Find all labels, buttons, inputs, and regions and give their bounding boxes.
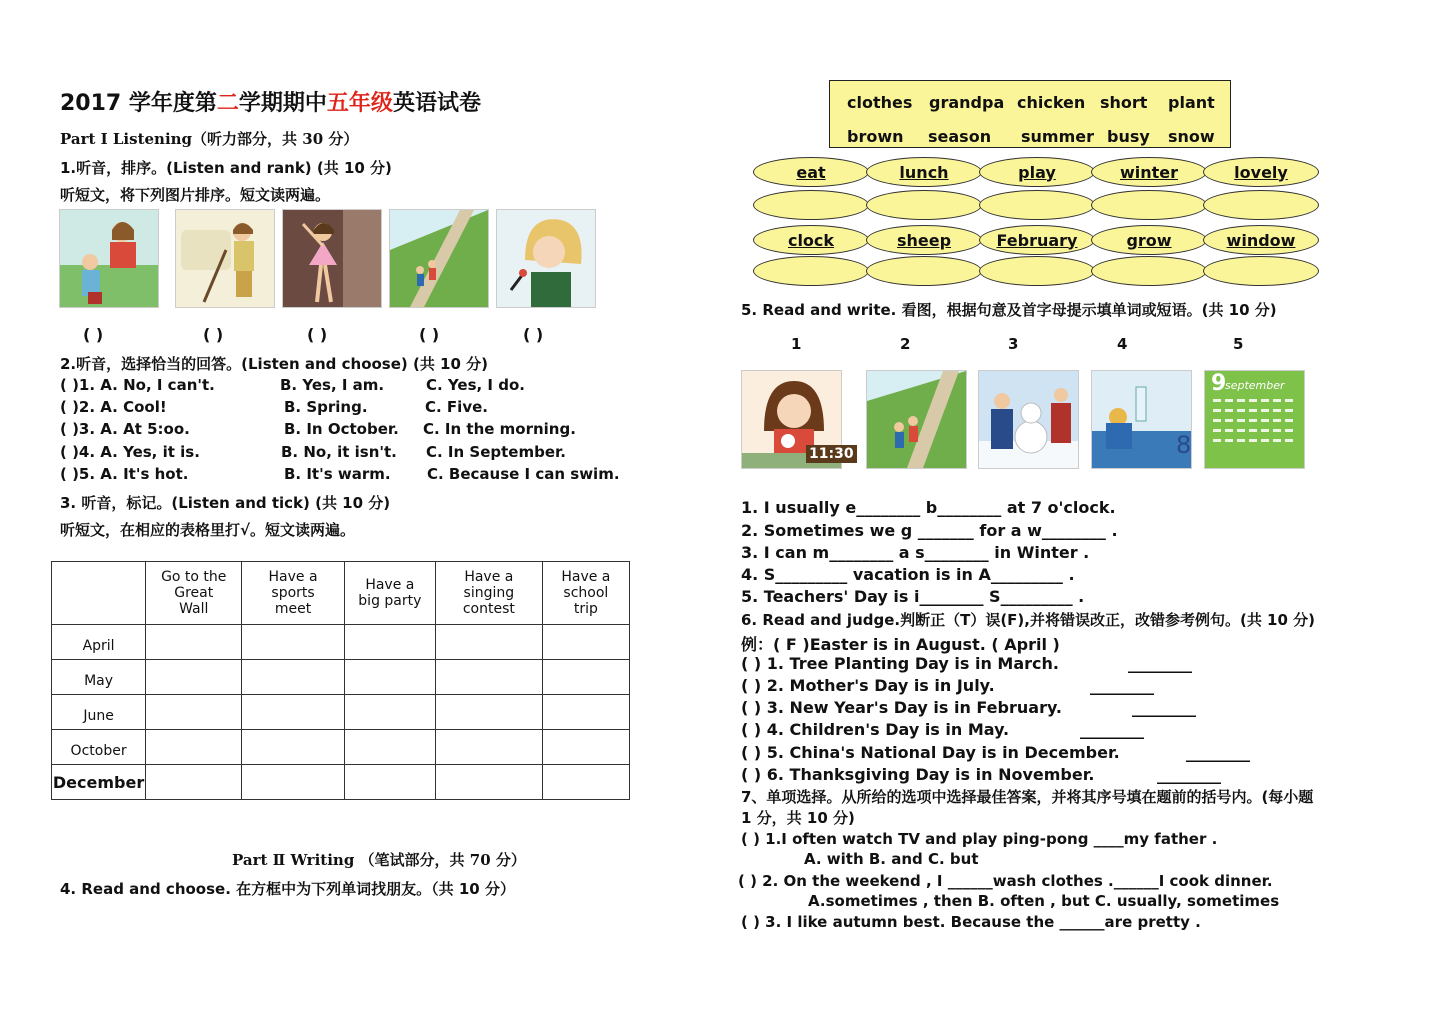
q6-correction-blank[interactable]: ________ — [1157, 765, 1221, 784]
tick-cell[interactable] — [542, 765, 629, 800]
table-row — [52, 660, 630, 695]
answer-oval[interactable] — [1091, 190, 1207, 220]
q1-subheading: 听短文，将下列图片排序。短文读两遍。 — [60, 186, 331, 204]
q5-picture-number: 5 — [1233, 335, 1244, 353]
q6-correction-blank[interactable]: ________ — [1090, 676, 1154, 695]
table-row-label: October — [52, 730, 146, 765]
picture-climbing-stairs — [389, 209, 489, 308]
answer-oval[interactable] — [753, 256, 869, 286]
q2-heading: 2.听音，选择恰当的回答。(Listen and choose) (共 10 分) — [60, 355, 489, 373]
picture-girl-dancing — [282, 209, 382, 308]
tick-cell[interactable] — [542, 695, 629, 730]
title-part: 2017 学年度第 — [60, 91, 217, 116]
word-box — [829, 80, 1231, 148]
q2-item-2-option-b: B. Spring. — [284, 398, 368, 416]
title-part: 学期期中 — [238, 91, 327, 116]
word-box-word: clothes — [847, 93, 913, 112]
page-title — [60, 86, 481, 117]
q2-item-2-stem: ( )2. A. Cool! — [60, 398, 167, 416]
tick-cell[interactable] — [242, 660, 344, 695]
tick-cell[interactable] — [435, 730, 542, 765]
q5-picture-number: 4 — [1117, 335, 1128, 353]
q2-item-1-option-c: C. Yes, I do. — [426, 376, 525, 394]
q7-question: ( ) 1.I often watch TV and play ping-pong ____my father . — [741, 830, 1218, 848]
title-part: 英语试卷 — [392, 91, 481, 116]
tick-cell[interactable] — [242, 765, 344, 800]
table-header: Have a school trip — [542, 562, 629, 625]
tick-cell[interactable] — [146, 625, 242, 660]
word-box-word: summer — [1021, 127, 1094, 146]
q1-answer-bracket[interactable]: ( ) — [523, 325, 544, 344]
picture-girl-eating — [741, 370, 854, 469]
q2-item-1-option-b: B. Yes, I am. — [280, 376, 385, 394]
clock-display: 11:30 — [806, 445, 857, 463]
table-row-label: June — [52, 695, 146, 730]
word-oval: play — [979, 157, 1095, 187]
tick-cell[interactable] — [146, 765, 242, 800]
q2-item-5-option-c: C. Because I can swim. — [427, 465, 620, 483]
tick-cell[interactable] — [344, 695, 435, 730]
word-oval: winter — [1091, 157, 1207, 187]
q2-item-2-option-c: C. Five. — [425, 398, 488, 416]
tick-cell[interactable] — [146, 660, 242, 695]
table-row-label: December — [52, 765, 146, 800]
table-header: Go to the Great Wall — [146, 562, 242, 625]
picture-girl-singing — [496, 209, 596, 308]
q7-heading: 7、单项选择。从所给的选项中选择最佳答案，并将其序号填在题前的括号内。(每小题 — [741, 788, 1314, 806]
q3-heading: 3. 听音，标记。(Listen and tick) (共 10 分) — [60, 494, 391, 512]
table-row — [52, 765, 630, 800]
q2-item-3-option-b: B. In October. — [284, 420, 399, 438]
q2-item-3-stem: ( )3. A. At 5:oo. — [60, 420, 190, 438]
word-oval: February — [979, 225, 1095, 255]
picture-girl-shopping — [59, 209, 159, 308]
q6-correction-blank[interactable]: ________ — [1128, 654, 1192, 673]
tick-cell[interactable] — [146, 695, 242, 730]
calendar-month-name: september — [1225, 379, 1285, 392]
tick-cell[interactable] — [542, 625, 629, 660]
q5-heading: 5. Read and write. 看图，根据句意及首字母提示填单词或短语。(共 10 分) — [741, 301, 1277, 319]
q6-correction-blank[interactable]: ________ — [1080, 720, 1144, 739]
table-row-label: April — [52, 625, 146, 660]
q1-answer-bracket[interactable]: ( ) — [419, 325, 440, 344]
tick-cell[interactable] — [146, 730, 242, 765]
tick-cell[interactable] — [344, 660, 435, 695]
q5-sentence: 2. Sometimes we g _______ for a w________ . — [741, 521, 1118, 540]
table-row — [52, 695, 630, 730]
q1-answer-bracket[interactable]: ( ) — [83, 325, 104, 344]
q2-item-4-stem: ( )4. A. Yes, it is. — [60, 443, 200, 461]
tick-cell[interactable] — [242, 625, 344, 660]
q6-item: ( ) 4. Children's Day is in May. — [741, 720, 1010, 739]
q7-question: ( ) 3. I like autumn best. Because the ______are pretty . — [741, 913, 1201, 931]
q7-options: A.sometimes , then B. often , but C. usually, sometimes — [808, 892, 1280, 910]
tick-table — [51, 561, 630, 800]
q5-sentence: 5. Teachers' Day is i________ S_________ . — [741, 587, 1085, 606]
part1-heading: Part Ⅰ Listening（听力部分，共 30 分） — [60, 130, 359, 148]
table-header: Have a sports meet — [242, 562, 344, 625]
q3-subheading: 听短文，在相应的表格里打√。短文读两遍。 — [60, 521, 356, 539]
table-row — [52, 625, 630, 660]
q5-picture-number: 2 — [900, 335, 911, 353]
picture-climbing-stairs-2 — [866, 370, 967, 469]
word-box-word: brown — [847, 127, 904, 146]
q7-question: ( ) 2. On the weekend , I ______wash clothes .______I cook dinner. — [738, 872, 1273, 890]
q5-picture-number: 3 — [1008, 335, 1019, 353]
picture-snowman — [978, 370, 1079, 469]
q2-item-4-option-c: C. In September. — [426, 443, 566, 461]
q2-item-1-stem: ( )1. A. No, I can't. — [60, 376, 215, 394]
answer-oval[interactable] — [979, 256, 1095, 286]
q5-sentence: 1. I usually e________ b________ at 7 o'clock. — [741, 498, 1116, 517]
word-oval: sheep — [866, 225, 982, 255]
title-part: 五年级 — [326, 91, 393, 116]
word-oval: clock — [753, 225, 869, 255]
picture-girl-sweeping — [175, 209, 275, 308]
title-part: 二 — [216, 91, 239, 116]
word-oval: grow — [1091, 225, 1207, 255]
answer-oval[interactable] — [1091, 256, 1207, 286]
word-box-word: season — [928, 127, 992, 146]
picture-calendar — [1204, 370, 1305, 469]
tick-cell[interactable] — [542, 730, 629, 765]
table-header: Have a singing contest — [435, 562, 542, 625]
answer-oval[interactable] — [753, 190, 869, 220]
word-box-word: busy — [1107, 127, 1150, 146]
q1-answer-bracket[interactable]: ( ) — [307, 325, 328, 344]
word-box-word: short — [1100, 93, 1148, 112]
tick-cell[interactable] — [242, 695, 344, 730]
word-oval: eat — [753, 157, 869, 187]
word-oval: window — [1203, 225, 1319, 255]
q6-item: ( ) 5. China's National Day is in December. — [741, 743, 1120, 762]
q7-options: A. with B. and C. but — [804, 850, 979, 868]
q5-sentence: 4. S_________ vacation is in A_________ . — [741, 565, 1075, 584]
answer-oval[interactable] — [866, 190, 982, 220]
q6-item: ( ) 6. Thanksgiving Day is in November. — [741, 765, 1095, 784]
answer-oval[interactable] — [1203, 256, 1319, 286]
word-oval: lovely — [1203, 157, 1319, 187]
word-box-word: snow — [1168, 127, 1215, 146]
word-box-word: grandpa — [929, 93, 1005, 112]
q2-item-5-stem: ( )5. A. It's hot. — [60, 465, 189, 483]
q2-item-5-option-b: B. It's warm. — [284, 465, 391, 483]
answer-oval[interactable] — [1203, 190, 1319, 220]
q1-answer-bracket[interactable]: ( ) — [203, 325, 224, 344]
answer-oval[interactable] — [979, 190, 1095, 220]
q6-correction-blank[interactable]: ________ — [1132, 698, 1196, 717]
tick-cell[interactable] — [344, 625, 435, 660]
calendar-month-number: 9 — [1211, 371, 1227, 396]
part2-heading: Part Ⅱ Writing （笔试部分，共 70 分） — [232, 851, 526, 869]
q4-heading: 4. Read and choose. 在方框中为下列单词找朋友。（共 10 分） — [60, 880, 515, 898]
tick-cell[interactable] — [435, 765, 542, 800]
q6-item: ( ) 2. Mother's Day is in July. — [741, 676, 995, 695]
q2-item-4-option-b: B. No, it isn't. — [281, 443, 397, 461]
q6-heading: 6. Read and judge.判断正（T）误(F),并将错误改正，改错参考例句。(共 10 分) — [741, 611, 1316, 629]
q1-heading: 1.听音，排序。(Listen and rank) (共 10 分) — [60, 159, 392, 177]
q6-item: ( ) 1. Tree Planting Day is in March. — [741, 654, 1059, 673]
tick-cell[interactable] — [242, 730, 344, 765]
table-row-label: May — [52, 660, 146, 695]
tick-cell[interactable] — [542, 660, 629, 695]
tick-cell[interactable] — [344, 730, 435, 765]
picture-summer-water — [1091, 370, 1192, 469]
word-box-word: chicken — [1017, 93, 1086, 112]
q6-example: 例：( F )Easter is in August. ( April ) — [741, 635, 1060, 654]
q7-heading-cont: 1 分，共 10 分) — [741, 809, 855, 827]
word-oval: lunch — [866, 157, 982, 187]
table-row — [52, 730, 630, 765]
tick-cell[interactable] — [435, 660, 542, 695]
tick-cell[interactable] — [435, 695, 542, 730]
q6-item: ( ) 3. New Year's Day is in February. — [741, 698, 1062, 717]
svg-text:8: 8 — [1176, 431, 1192, 459]
table-corner-cell — [52, 562, 146, 625]
tick-cell[interactable] — [435, 625, 542, 660]
q6-correction-blank[interactable]: ________ — [1186, 743, 1250, 762]
q5-picture-number: 1 — [791, 335, 802, 353]
q2-item-3-option-c: C. In the morning. — [423, 420, 576, 438]
answer-oval[interactable] — [866, 256, 982, 286]
tick-cell[interactable] — [344, 765, 435, 800]
q5-sentence: 3. I can m________ a s________ in Winter . — [741, 543, 1090, 562]
word-box-word: plant — [1168, 93, 1215, 112]
table-header: Have a big party — [344, 562, 435, 625]
